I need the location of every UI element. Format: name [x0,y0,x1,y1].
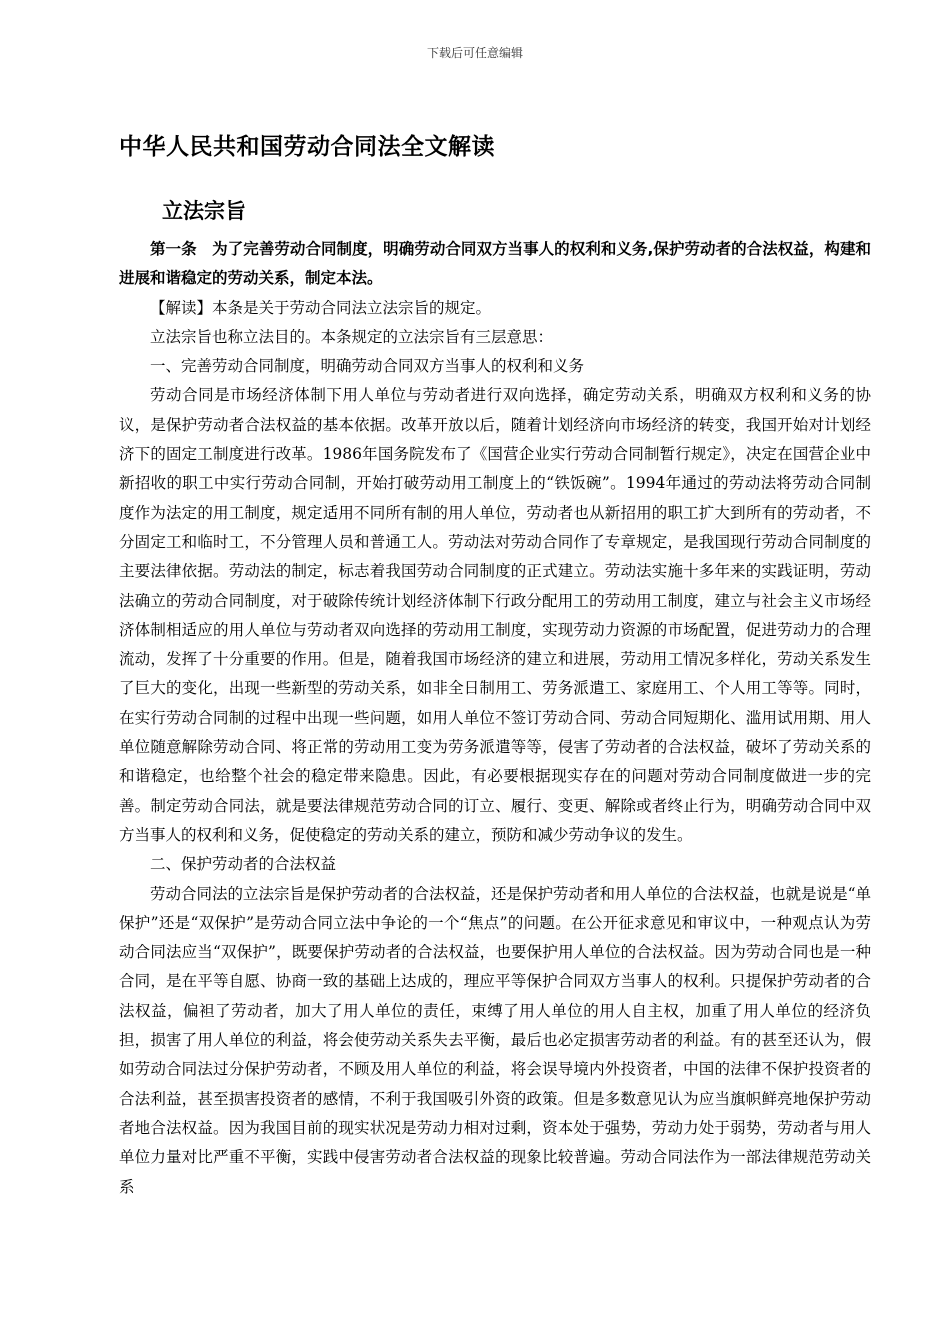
article-text: 第一条 为了完善劳动合同制度，明确劳动合同双方当事人的权利和义务,保护劳动者的合法权益，构建和进展和谐稳定的劳动关系，制定本法。 [119,240,871,288]
paragraph-point-two-body: 劳动合同法的立法宗旨是保护劳动者的合法权益，还是保护劳动者和用人单位的合法权益，也就是说是“单保护”还是“双保护”是劳动合同立法中争论的一个“焦点”的问题。在公开征求意见和审议中，一种观点认为劳动合同法应当“双保护”，既要保护劳动者的合法权益，也要保护用人单位的合法权益。因为劳动合同也是一种合同，是在平等自愿、协商一致的基础上达成的，理应平等保护合同双方当事人的权利。只提保护劳动者的合法权益，偏袒了劳动者，加大了用人单位的责任，束缚了用人单位的用人自主权，加重了用人单位的经济负担，损害了用人单位的利益，将会使劳动关系失去平衡，最后也必定损害劳动者的利益。有的甚至还认为，假如劳动合同法过分保护劳动者，不顾及用人单位的利益，将会误导境内外投资者，中国的法律不保护投资者的合法利益，甚至损害投资者的感情，不利于我国吸引外资的政策。但是多数意见认为应当旗帜鲜亮地保护劳动者地合法权益。因为我国目前的现实状况是劳动力相对过剩，资本处于强势，劳动力处于弱势，劳动者与用人单位力量对比严重不平衡，实践中侵害劳动者合法权益的现象比较普遍。劳动合同法作为一部法律规范劳动关系 [119,884,871,1196]
document-body [119,235,871,1202]
paragraph-purpose-intro: 立法宗旨也称立法目的。本条规定的立法宗旨有三层意思： [150,327,554,346]
paragraph-point-one-heading: 一、完善劳动合同制度，明确劳动合同双方当事人的权利和义务 [150,357,585,376]
page-header-note: 下载后可任意编辑 [426,46,523,60]
paragraph-interpretation: 【解读】本条是关于劳动合同法立法宗旨的规定。 [150,298,492,317]
paragraph-point-two-heading: 二、保护劳动者的合法权益 [150,855,337,874]
section-heading: 立法宗旨 [162,199,246,223]
paragraph-point-one-body: 劳动合同是市场经济体制下用人单位与劳动者进行双向选择，确定劳动关系，明确双方权利和义务的协议，是保护劳动者合法权益的基本依据。改革开放以后，随着计划经济向市场经济的转变，我国开始对计划经济下的固定工制度进行改革。1986年国务院发布了《国营企业实行劳动合同制暂行规定》，决定在国营企业中新招收的职工中实行劳动合同制，开始打破劳动用工制度上的“铁饭碗”。1994年通过的劳动法将劳动合同制度作为法定的用工制度，规定适用不同所有制的用人单位，劳动者也从新招用的职工扩大到所有的劳动者，不分固定工和临时工，不分管理人员和普通工人。劳动法对劳动合同作了专章规定，是我国现行劳动合同制度的主要法律依据。劳动法的制定，标志着我国劳动合同制度的正式建立。劳动法实施十多年来的实践证明，劳动法确立的劳动合同制度，对于破除传统计划经济体制下行政分配用工的劳动用工制度，建立与社会主义市场经济体制相适应的用人单位与劳动者双向选择的劳动用工制度，实现劳动力资源的市场配置，促进劳动力的合理流动，发挥了十分重要的作用。但是，随着我国市场经济的建立和进展，劳动用工情况多样化，劳动关系发生了巨大的变化，出现一些新型的劳动关系，如非全日制用工、劳务派遣工、家庭用工、个人用工等等。同时，在实行劳动合同制的过程中出现一些问题，如用人单位不签订劳动合同、劳动合同短期化、滥用试用期、用人单位随意解除劳动合同、将正常的劳动用工变为劳务派遣等等，侵害了劳动者的合法权益，破坏了劳动关系的和谐稳定，也给整个社会的稳定带来隐患。因此，有必要根据现实存在的问题对劳动合同制度做进一步的完善。制定劳动合同法，就是要法律规范劳动合同的订立、履行、变更、解除或者终止行为，明确劳动合同中双方当事人的权利和义务，促使稳定的劳动关系的建立，预防和减少劳动争议的发生。 [119,386,871,844]
document-title: 中华人民共和国劳动合同法全文解读 [119,133,495,160]
